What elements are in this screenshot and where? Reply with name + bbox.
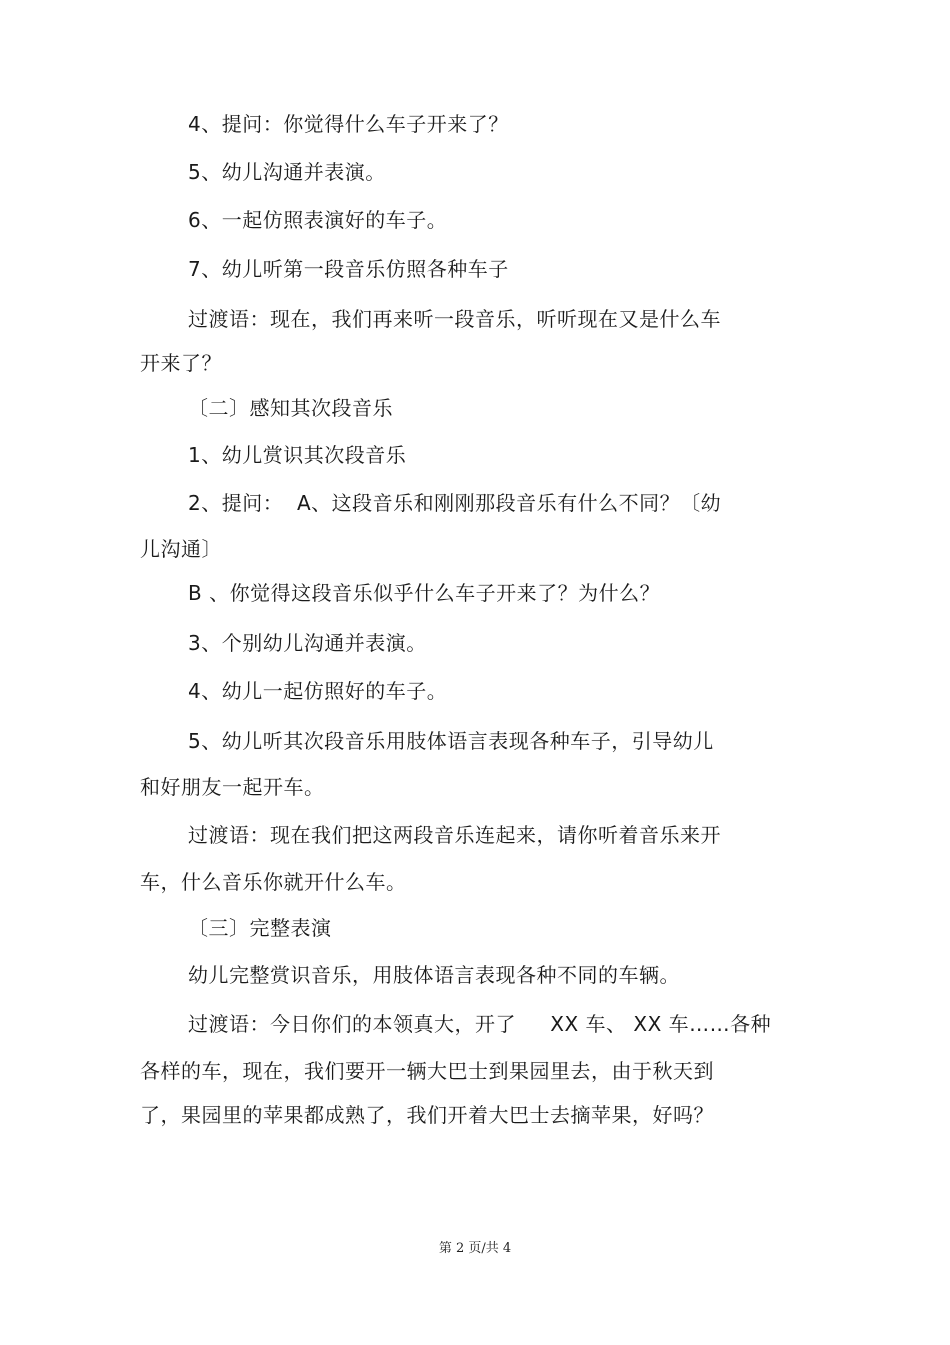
text-line-21: 各样的车，现在，我们要开一辆大巴士到果园里去，由于秋天到 xyxy=(140,1059,714,1083)
text-line-19: 幼儿完整赏识音乐，用肢体语言表现各种不同的车辆。 xyxy=(188,963,680,987)
text-line-5: 过渡语：现在，我们再来听一段音乐，听听现在又是什么车 xyxy=(188,307,721,331)
text-line-14: 5、幼儿听其次段音乐用肢体语言表现各种车子，引导幼儿 xyxy=(188,729,714,753)
text-line-12: 3、个别幼儿沟通并表演。 xyxy=(188,631,427,655)
text-line-13: 4、幼儿一起仿照好的车子。 xyxy=(188,679,448,703)
section-heading-2: 〔二〕感知其次段音乐 xyxy=(188,396,393,420)
text-line-1: 4、提问：你觉得什么车子开来了？ xyxy=(188,112,509,136)
text-line-22: 了，果园里的苹果都成熟了，我们开着大巴士去摘苹果，好吗？ xyxy=(140,1103,714,1127)
section-heading-3: 〔三〕完整表演 xyxy=(188,916,332,940)
text-line-10: 儿沟通〕 xyxy=(140,537,222,561)
text-line-17: 车，什么音乐你就开什么车。 xyxy=(140,870,407,894)
text-line-20: 过渡语：今日你们的本领真大，开了 XX 车、 XX 车……各种 xyxy=(188,1012,772,1036)
page-number-footer: 第 2 页/共 4 xyxy=(438,1241,512,1256)
text-line-6: 开来了？ xyxy=(140,351,222,375)
text-line-3: 6、一起仿照表演好的车子。 xyxy=(188,208,448,232)
text-line-9: 2、提问： A、这段音乐和刚刚那段音乐有什么不同？〔幼 xyxy=(188,491,722,515)
text-line-8: 1、幼儿赏识其次段音乐 xyxy=(188,443,407,467)
text-line-4: 7、幼儿听第一段音乐仿照各种车子 xyxy=(188,257,509,281)
text-line-16: 过渡语：现在我们把这两段音乐连起来，请你听着音乐来开 xyxy=(188,823,721,847)
text-line-11: B 、你觉得这段音乐似乎什么车子开来了？为什么？ xyxy=(188,581,661,605)
text-line-15: 和好朋友一起开车。 xyxy=(140,775,325,799)
text-line-2: 5、幼儿沟通并表演。 xyxy=(188,160,386,184)
